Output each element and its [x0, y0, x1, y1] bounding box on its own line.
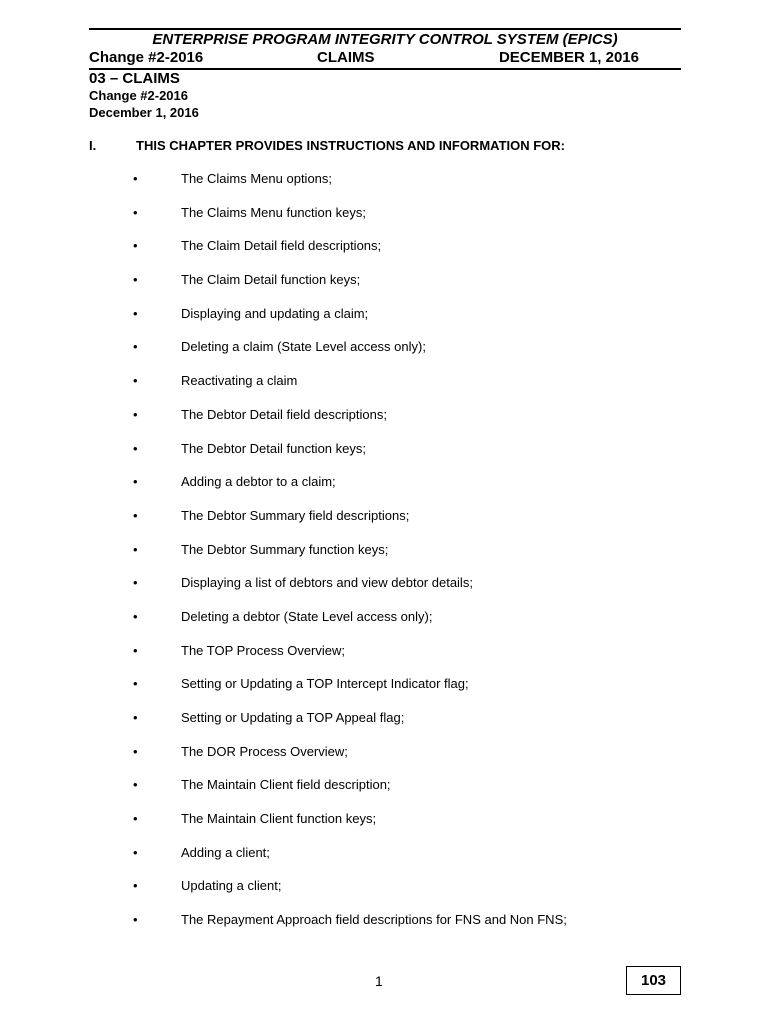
list-item	[0, 911, 770, 945]
list-item	[0, 305, 770, 339]
bullet-icon: •	[133, 676, 138, 692]
list-item	[0, 642, 770, 676]
bullet-icon: •	[133, 238, 138, 254]
list-item	[0, 237, 770, 271]
list-item	[0, 372, 770, 406]
list-item-text: The Maintain Client function keys;	[181, 811, 377, 827]
list-item-text: Updating a client;	[181, 878, 282, 894]
list-item-text: The DOR Process Overview;	[181, 743, 348, 759]
list-item	[0, 574, 770, 608]
bullet-icon: •	[133, 339, 138, 355]
list-item	[0, 844, 770, 878]
list-item	[0, 709, 770, 743]
bullet-icon: •	[133, 171, 138, 186]
list-item-text: The Claim Detail field descriptions;	[181, 238, 382, 254]
list-item-text: The Debtor Detail field descriptions;	[181, 406, 387, 422]
list-item	[0, 271, 770, 305]
bullet-icon: •	[133, 743, 138, 759]
list-item-text: Reactivating a claim	[181, 373, 298, 389]
list-item-text: Deleting a debtor (State Level access only);	[181, 608, 433, 624]
header-meta-row	[89, 49, 681, 67]
list-item-text: Displaying a list of debtors and view debtor details;	[181, 575, 473, 591]
list-item	[0, 406, 770, 440]
list-item-text: The Maintain Client field description;	[181, 777, 391, 793]
list-item	[0, 507, 770, 541]
bullet-icon: •	[133, 912, 138, 928]
chapter-title: 03 – CLAIMS	[89, 70, 180, 87]
header-date: DECEMBER 1, 2016	[498, 49, 639, 66]
list-item	[0, 776, 770, 810]
list-item-text: Adding a client;	[181, 844, 270, 860]
header-top-rule	[89, 28, 681, 30]
list-item	[0, 170, 770, 204]
list-item	[0, 204, 770, 238]
list-item	[0, 608, 770, 642]
list-item-text: Adding a debtor to a claim;	[181, 474, 336, 490]
bullet-icon: •	[133, 474, 138, 490]
chapter-date: December 1, 2016	[89, 105, 199, 120]
bullet-icon: •	[133, 541, 138, 557]
list-item-text: The Debtor Summary field descriptions;	[181, 507, 410, 523]
bullet-icon: •	[133, 373, 138, 389]
bullet-icon: •	[133, 575, 138, 591]
bullet-icon: •	[133, 406, 138, 422]
list-item-text: The Repayment Approach field descriptions for FNS and Non FNS;	[181, 912, 567, 928]
list-item	[0, 440, 770, 474]
bullet-icon: •	[133, 878, 138, 894]
list-item-text: Deleting a claim (State Level access only);	[181, 339, 426, 355]
bullet-icon: •	[133, 507, 138, 523]
bullet-icon: •	[133, 844, 138, 860]
list-item	[0, 810, 770, 844]
header-section-name: CLAIMS	[317, 49, 375, 66]
chapter-change-number: Change #2-2016	[89, 88, 188, 103]
page-number: 1	[375, 973, 383, 989]
list-item	[0, 541, 770, 575]
list-item-text: The Claims Menu function keys;	[181, 204, 366, 220]
list-item-text: The TOP Process Overview;	[181, 642, 346, 658]
list-item	[0, 473, 770, 507]
list-item	[0, 338, 770, 372]
bullet-icon: •	[133, 777, 138, 793]
list-item	[0, 877, 770, 911]
bullet-icon: •	[133, 440, 138, 456]
list-item-text: Displaying and updating a claim;	[181, 305, 369, 321]
bullet-list	[0, 170, 770, 945]
bullet-icon: •	[133, 710, 138, 725]
bullet-icon: •	[133, 608, 138, 624]
section-numeral: I.	[89, 138, 97, 153]
list-item-text: The Claim Detail function keys;	[181, 272, 361, 288]
list-item	[0, 675, 770, 709]
list-item-text: The Debtor Detail function keys;	[181, 440, 366, 456]
header-change-number: Change #2-2016	[89, 49, 204, 66]
section-heading: THIS CHAPTER PROVIDES INSTRUCTIONS AND INFORMATION FOR:	[136, 138, 565, 153]
bullet-icon: •	[133, 811, 138, 827]
list-item-text: Setting or Updating a TOP Intercept Indicator flag;	[181, 676, 469, 692]
list-item-text: The Debtor Summary function keys;	[181, 541, 389, 557]
list-item	[0, 743, 770, 777]
bullet-icon: •	[133, 305, 138, 321]
bullet-icon: •	[133, 642, 138, 658]
list-item-text: Setting or Updating a TOP Appeal flag;	[181, 710, 405, 725]
list-item-text: The Claims Menu options;	[181, 171, 333, 186]
bullet-icon: •	[133, 272, 138, 288]
document-page-number-box: 103	[626, 966, 681, 995]
bullet-icon: •	[133, 204, 138, 220]
document-title: ENTERPRISE PROGRAM INTEGRITY CONTROL SYSTEM (EPICS)	[152, 31, 618, 48]
